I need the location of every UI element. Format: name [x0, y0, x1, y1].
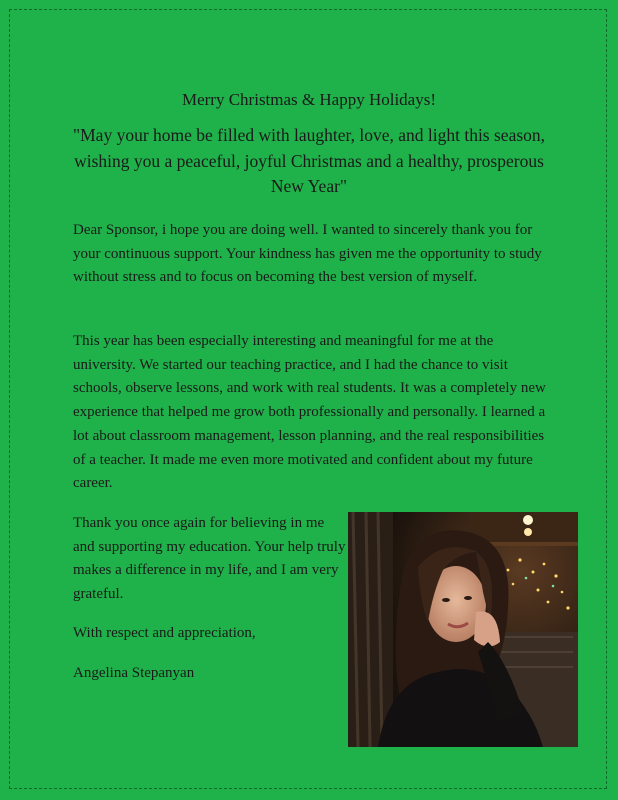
student-photo [348, 512, 578, 747]
letter-signature: Angelina Stepanyan [73, 665, 195, 681]
letter-greeting: Merry Christmas & Happy Holidays! [181, 90, 437, 109]
paragraph-university: This year has been especially interesting and meaningful for me at the university. We started our teaching practice, and I had the chance to visit schools, observe lessons, and work with real students. It was a completely new experience that helped me grow both professionally and personally. I learned a lot about classroom management, lesson planning, and the real responsibilities of a teacher. It made me even more motivated and confident about my future career. [73, 333, 546, 492]
paragraph-thanks: Thank you once again for believing in me and supporting my education. Your help truly makes a difference in my life, and I am very grateful. [73, 515, 346, 603]
letter-closing: With respect and appreciation, [73, 625, 256, 641]
holiday-quote: "May your home be filled with laughter, love, and light this season, wishing you a peaceful, joyful Christmas and a healthy, prosperous New Year" [72, 125, 546, 196]
paragraph-intro: Dear Sponsor, i hope you are doing well. I wanted to sincerely thank you for your continuous support. Your kindness has given me the opportunity to study without stress and to focus on becoming the best version of myself. [73, 222, 542, 286]
